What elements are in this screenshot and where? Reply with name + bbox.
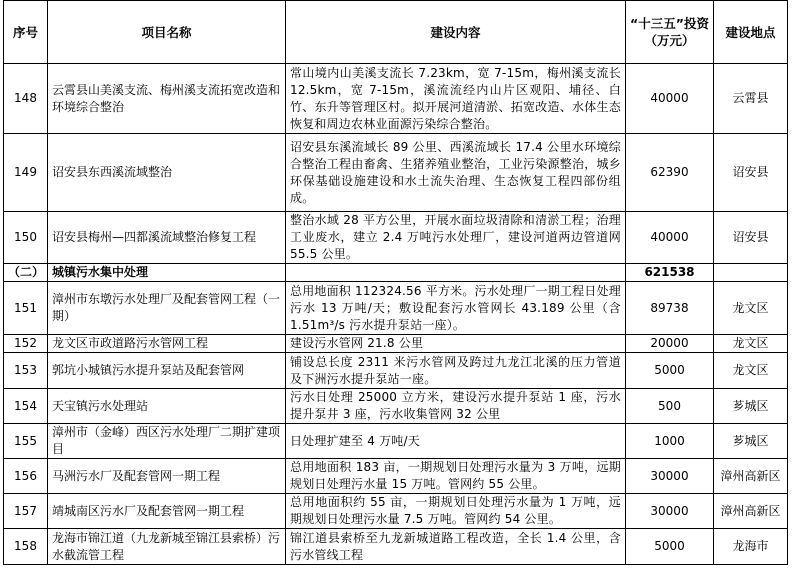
header-no: 序号 [4,1,48,64]
cell-location: 漳州高新区 [714,494,788,529]
cell-no: 157 [4,494,48,529]
cell-location: 芗城区 [714,424,788,459]
cell-no: 154 [4,389,48,424]
cell-no: 153 [4,353,48,389]
cell-location: 芗城区 [714,389,788,424]
table-row [4,424,788,459]
table-row [4,212,788,264]
table-row [4,282,788,335]
table-row [4,459,788,494]
table-row [4,353,788,389]
cell-content: 常山境内山美溪支流长 7.23km，宽 7-15m，梅州溪支流长 12.5km，宽 7-15m，溪流流经内山片区观阳、埔径、白竹、东升等管理区村。拟开展河道清淤、拓宽改造、水体生态恢复和周边农林业面源污染综合整治。 [286,64,626,134]
cell-location: 诏安县 [714,134,788,212]
cell-no: 151 [4,282,48,335]
cell-name: 郭坑小城镇污水提升泵站及配套管网 [48,353,286,389]
table-row [4,389,788,424]
cell-no: 152 [4,335,48,353]
cell-content: 日处理扩建至 4 万吨/天 [286,424,626,459]
header-location: 建设地点 [714,1,788,64]
cell-name: 马洲污水厂及配套管网一期工程 [48,459,286,494]
cell-no: 155 [4,424,48,459]
cell-investment: 20000 [626,335,714,353]
cell-name: 龙海市锦江道（九龙新城至锦江县索桥）污水截流管工程 [48,529,286,565]
cell-content: 建设污水管网 21.8 公里 [286,335,626,353]
cell-no: 156 [4,459,48,494]
cell-investment: 5000 [626,353,714,389]
cell-content: 总用地面积 112324.56 平方米。污水处理厂一期工程日处理污水 13 万吨/天；敷设配套污水管网长 43.189 公里（含 1.51m³/s 污水提升泵站一座）。 [286,282,626,335]
cell-investment: 30000 [626,459,714,494]
cell-content: 锦江道县索桥至九龙新城道路工程改造，全长 1.4 公里，含污水管线工程 [286,529,626,565]
cell-no: 148 [4,64,48,134]
table-row [4,64,788,134]
cell-name: 天宝镇污水处理站 [48,389,286,424]
cell-location: 云霄县 [714,64,788,134]
cell-name: 漳州市东墩污水处理厂及配套管网工程（一期） [48,282,286,335]
section-row [4,264,788,282]
section-content [286,264,626,282]
cell-name: 诏安县东西溪流域整治 [48,134,286,212]
cell-investment: 30000 [626,494,714,529]
section-location [714,264,788,282]
cell-investment: 40000 [626,212,714,264]
cell-name: 漳州市（金峰）西区污水处理厂二期扩建项目 [48,424,286,459]
header-investment: “十三五”投资（万元） [626,1,714,64]
table-row [4,335,788,353]
section-no: （二） [4,264,48,282]
cell-location: 龙文区 [714,335,788,353]
cell-name: 诏安县梅州—四都溪流域整治修复工程 [48,212,286,264]
cell-content: 总用地面积 183 亩，一期规划日处理污水量为 3 万吨，远期规划日处理污水量 15 万吨。管网约 55 公里。 [286,459,626,494]
cell-location: 漳州高新区 [714,459,788,494]
cell-content: 污水日处理 25000 立方米，建设污水提升泵站 1 座，污水提升泵井 3 座，污水收集管网 32 公里 [286,389,626,424]
cell-investment: 5000 [626,529,714,565]
cell-investment: 62390 [626,134,714,212]
cell-no: 158 [4,529,48,565]
cell-content: 整治水域 28 平方公里，开展水面垃圾清除和清淤工程；治理工业废水，建立 2.4 万吨污水处理厂，建设河道两边管道网 55.5 公里。 [286,212,626,264]
cell-name: 龙文区市政道路污水管网工程 [48,335,286,353]
cell-name: 靖城南区污水厂及配套管网一期工程 [48,494,286,529]
header-row [4,1,788,64]
section-title: 城镇污水集中处理 [48,264,286,282]
table-row [4,529,788,565]
cell-investment: 500 [626,389,714,424]
cell-no: 149 [4,134,48,212]
table-row [4,494,788,529]
cell-investment: 1000 [626,424,714,459]
project-table [3,0,788,565]
cell-investment: 89738 [626,282,714,335]
cell-content: 铺设总长度 2311 米污水管网及跨过九龙江北溪的压力管道及下洲污水提升泵站一座。 [286,353,626,389]
cell-location: 龙文区 [714,353,788,389]
section-investment: 621538 [626,264,714,282]
header-name: 项目名称 [48,1,286,64]
header-content: 建设内容 [286,1,626,64]
table-row [4,134,788,212]
cell-investment: 40000 [626,64,714,134]
cell-content: 诏安县东溪流域长 89 公里、西溪流域长 17.4 公里水环境综合整治工程由畜禽、生猪养殖业整治，工业污染源整治，城乡环保基础设施建设和水土流失治理、生态恢复工程四部份组成。 [286,134,626,212]
cell-no: 150 [4,212,48,264]
cell-name: 云霄县山美溪支流、梅州溪支流拓宽改造和环境综合整治 [48,64,286,134]
cell-content: 总用地面积约 55 亩，一期规划日处理污水量为 1 万吨，远期规划日处理污水量 7.5 万吨。管网约 54 公里。 [286,494,626,529]
cell-location: 龙海市 [714,529,788,565]
cell-location: 龙文区 [714,282,788,335]
cell-location: 诏安县 [714,212,788,264]
